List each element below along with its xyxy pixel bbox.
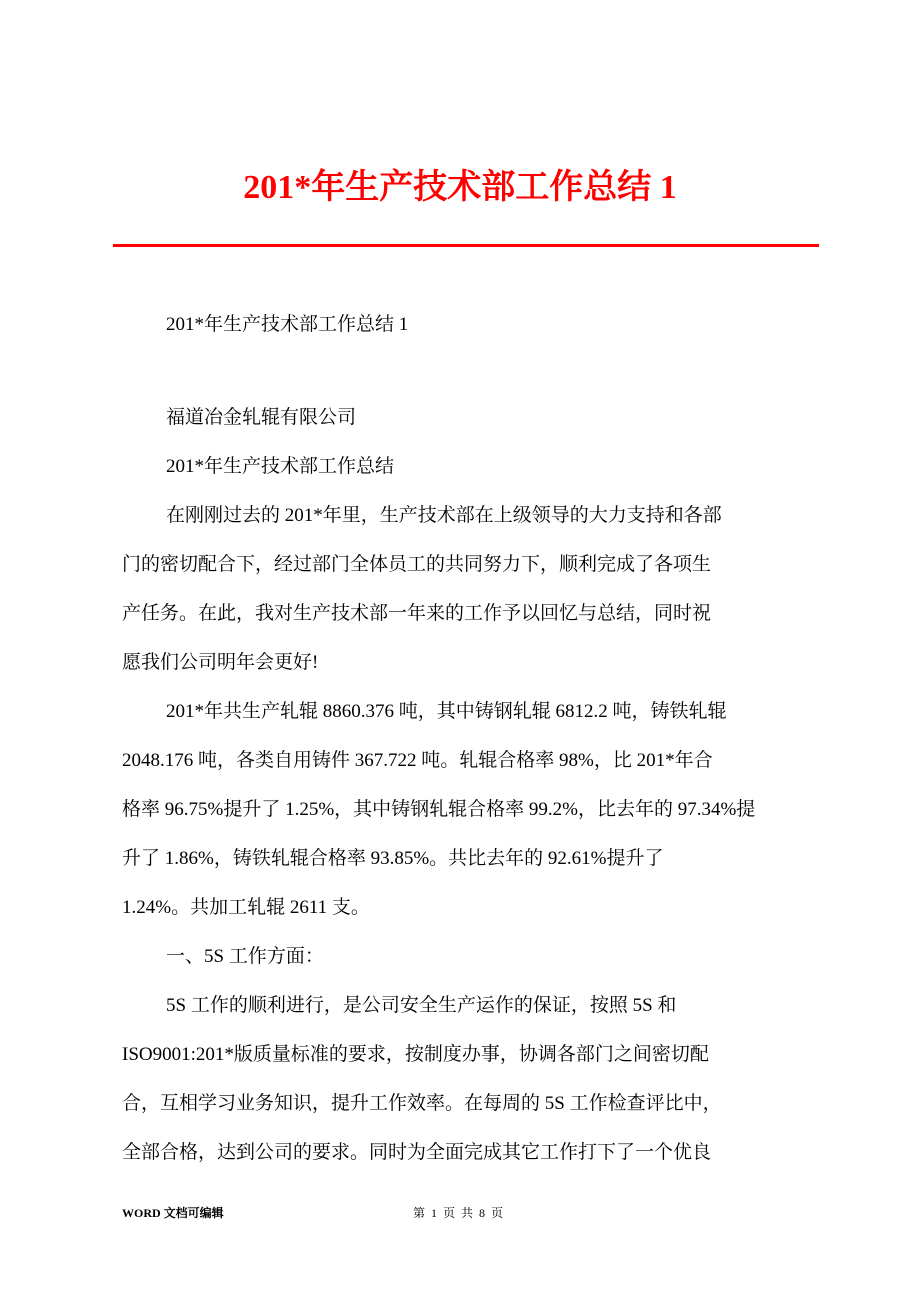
- paragraph-line: 在刚刚过去的 201*年里，生产技术部在上级领导的大力支持和各部: [166, 505, 722, 526]
- section-heading: 201*年生产技术部工作总结: [166, 456, 395, 477]
- paragraph-line: 合，互相学习业务知识，提升工作效率。在每周的 5S 工作检查评比中，: [122, 1093, 722, 1114]
- paragraph-line: 升了 1.86%，铸铁轧辊合格率 93.85%。共比去年的 92.61%提升了: [122, 848, 664, 869]
- subtitle: 201*年生产技术部工作总结 1: [166, 314, 409, 335]
- section-heading-5s: 一、5S 工作方面：: [166, 946, 324, 967]
- paragraph-line: 2048.176 吨，各类自用铸件 367.722 吨。轧辊合格率 98%，比 201*年合: [122, 750, 713, 771]
- paragraph-line: 格率 96.75%提升了 1.25%，其中铸钢轧辊合格率 99.2%，比去年的 97.34%提: [122, 799, 756, 820]
- paragraph-line: 愿我们公司明年会更好!: [122, 652, 319, 673]
- paragraph-line: 全部合格，达到公司的要求。同时为全面完成其它工作打下了一个优良: [122, 1142, 712, 1163]
- company-name: 福道冶金轧辊有限公司: [166, 407, 357, 428]
- document-title: 201*年生产技术部工作总结 1: [243, 169, 677, 206]
- paragraph-line: 门的密切配合下，经过部门全体员工的共同努力下，顺利完成了各项生: [122, 554, 712, 575]
- footer-label: WORD 文档可编辑: [122, 1206, 224, 1220]
- paragraph-line: 1.24%。共加工轧辊 2611 支。: [122, 897, 370, 918]
- paragraph-line: 产任务。在此，我对生产技术部一年来的工作予以回忆与总结，同时祝: [122, 603, 712, 624]
- title-divider: [113, 244, 819, 247]
- paragraph-line: 5S 工作的顺利进行，是公司安全生产运作的保证，按照 5S 和: [166, 995, 677, 1016]
- page-number: 第 1 页 共 8 页: [413, 1206, 504, 1220]
- paragraph-line: 201*年共生产轧辊 8860.376 吨，其中铸钢轧辊 6812.2 吨，铸铁轧辊: [166, 701, 727, 722]
- paragraph-line: ISO9001:201*版质量标准的要求，按制度办事，协调各部门之间密切配: [122, 1044, 709, 1065]
